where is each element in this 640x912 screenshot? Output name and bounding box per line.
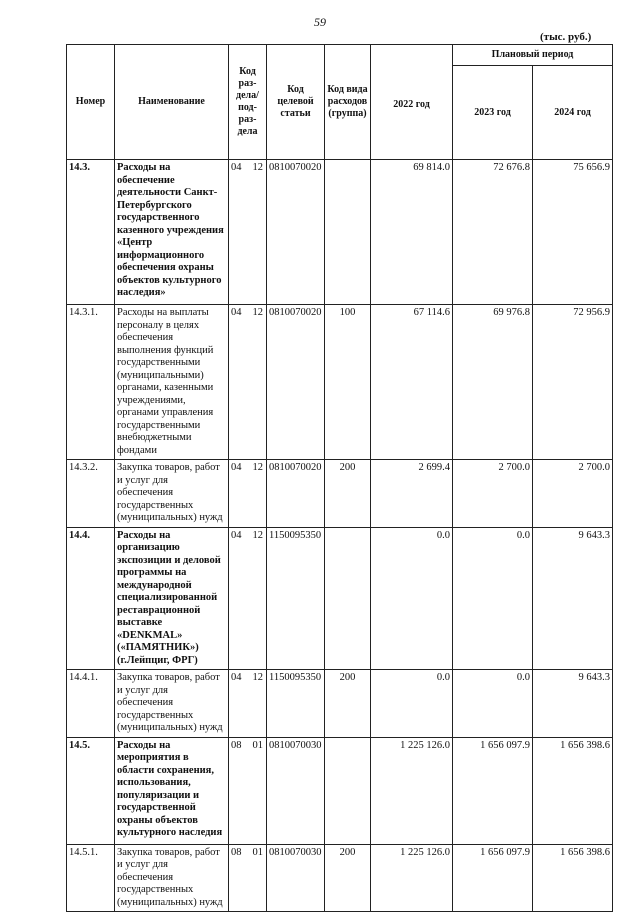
header-target: Код целевой статьи xyxy=(267,45,325,160)
row-razdel xyxy=(229,844,267,912)
row-2022: 0.0 xyxy=(371,670,453,738)
row-vid: 200 xyxy=(325,670,371,738)
row-2023: 0.0 xyxy=(453,670,533,738)
row-razdel xyxy=(229,305,267,460)
row-pr: 01 xyxy=(252,846,263,858)
row-rz: 04 xyxy=(231,462,242,473)
row-2023: 1 656 097.9 xyxy=(453,844,533,912)
row-number: 14.5.1. xyxy=(67,844,115,912)
row-2022: 0.0 xyxy=(371,527,453,670)
row-razdel xyxy=(229,160,267,305)
row-target: 0810070020 xyxy=(267,460,325,528)
table-row xyxy=(67,305,613,460)
row-rz: 04 xyxy=(231,162,242,173)
row-number: 14.5. xyxy=(67,737,115,844)
row-name: Закупка товаров, работ и услуг для обеспечения государственных (муниципальных) нужд xyxy=(115,460,229,528)
row-pr: 12 xyxy=(252,672,263,683)
table-row xyxy=(67,160,613,305)
row-name: Расходы на организацию экспозиции и деловой программы на международной специализированной реставрационной выставке «DENKMAL» («ПАМЯТНИК») (г.Лейпциг, ФРГ) xyxy=(115,527,229,670)
row-vid: 200 xyxy=(325,460,371,528)
table-body xyxy=(67,160,613,912)
row-2023: 2 700.0 xyxy=(453,460,533,528)
row-vid xyxy=(325,160,371,305)
header-number: Номер xyxy=(67,45,115,160)
header-vid: Код вида расходов (группа) xyxy=(325,45,371,160)
row-rz: 08 xyxy=(231,739,242,751)
row-2022: 2 699.4 xyxy=(371,460,453,528)
row-target: 1150095350 xyxy=(267,670,325,738)
row-2024: 9 643.3 xyxy=(533,670,613,738)
row-2024: 75 656.9 xyxy=(533,160,613,305)
row-2022: 67 114.6 xyxy=(371,305,453,460)
row-vid xyxy=(325,527,371,670)
row-number: 14.4. xyxy=(67,527,115,670)
row-razdel xyxy=(229,670,267,738)
table-row xyxy=(67,844,613,912)
header-2024: 2024 год xyxy=(533,66,613,160)
row-target: 0810070030 xyxy=(267,737,325,844)
budget-table xyxy=(66,44,613,912)
units-label: (тыс. руб.) xyxy=(540,31,592,43)
table-row xyxy=(67,737,613,844)
row-number: 14.4.1. xyxy=(67,670,115,738)
header-2022: 2022 год xyxy=(371,45,453,160)
row-2024: 1 656 398.6 xyxy=(533,844,613,912)
row-2023: 69 976.8 xyxy=(453,305,533,460)
row-number: 14.3.2. xyxy=(67,460,115,528)
row-target: 1150095350 xyxy=(267,527,325,670)
row-pr: 01 xyxy=(252,739,263,751)
row-rz: 08 xyxy=(231,846,242,858)
page-number: 59 xyxy=(314,15,326,29)
row-razdel xyxy=(229,527,267,670)
row-2023: 0.0 xyxy=(453,527,533,670)
row-pr: 12 xyxy=(252,162,263,173)
row-number: 14.3.1. xyxy=(67,305,115,460)
table-row xyxy=(67,460,613,528)
row-pr: 12 xyxy=(252,529,263,541)
row-2022: 69 814.0 xyxy=(371,160,453,305)
header-plan-period: Плановый период xyxy=(453,45,613,66)
header-2023: 2023 год xyxy=(453,66,533,160)
row-number: 14.3. xyxy=(67,160,115,305)
row-2024: 9 643.3 xyxy=(533,527,613,670)
row-vid xyxy=(325,737,371,844)
row-2023: 1 656 097.9 xyxy=(453,737,533,844)
row-2023: 72 676.8 xyxy=(453,160,533,305)
row-target: 0810070020 xyxy=(267,160,325,305)
row-rz: 04 xyxy=(231,672,242,683)
row-2022: 1 225 126.0 xyxy=(371,737,453,844)
header-razdel: Код раз-дела/ под-раз-дела xyxy=(229,45,267,160)
row-vid: 100 xyxy=(325,305,371,460)
row-target: 0810070030 xyxy=(267,844,325,912)
row-name: Закупка товаров, работ и услуг для обеспечения государственных (муниципальных) нужд xyxy=(115,670,229,738)
row-target: 0810070020 xyxy=(267,305,325,460)
table-row xyxy=(67,527,613,670)
row-rz: 04 xyxy=(231,529,242,541)
row-razdel xyxy=(229,460,267,528)
row-vid: 200 xyxy=(325,844,371,912)
row-name: Расходы на выплаты персоналу в целях обеспечения выполнения функций государственными (муниципальными) органами, казенными учреждениями, органами управления государственными внебюджетными фондами xyxy=(115,305,229,460)
row-name: Расходы на обеспечение деятельности Санкт-Петербургского государственного казенного учреждения «Центр информационного обеспечения охраны объектов культурного наследия» xyxy=(115,160,229,305)
row-rz: 04 xyxy=(231,307,242,318)
row-pr: 12 xyxy=(252,307,263,318)
row-2024: 72 956.9 xyxy=(533,305,613,460)
row-2024: 1 656 398.6 xyxy=(533,737,613,844)
row-2024: 2 700.0 xyxy=(533,460,613,528)
header-name: Наименование xyxy=(115,45,229,160)
row-name: Закупка товаров, работ и услуг для обеспечения государственных (муниципальных) нужд xyxy=(115,844,229,912)
row-pr: 12 xyxy=(252,462,263,473)
row-razdel xyxy=(229,737,267,844)
row-name: Расходы на мероприятия в области сохранения, использования, популяризации и государственной охраны объектов культурного наследия xyxy=(115,737,229,844)
row-2022: 1 225 126.0 xyxy=(371,844,453,912)
table-row xyxy=(67,670,613,738)
